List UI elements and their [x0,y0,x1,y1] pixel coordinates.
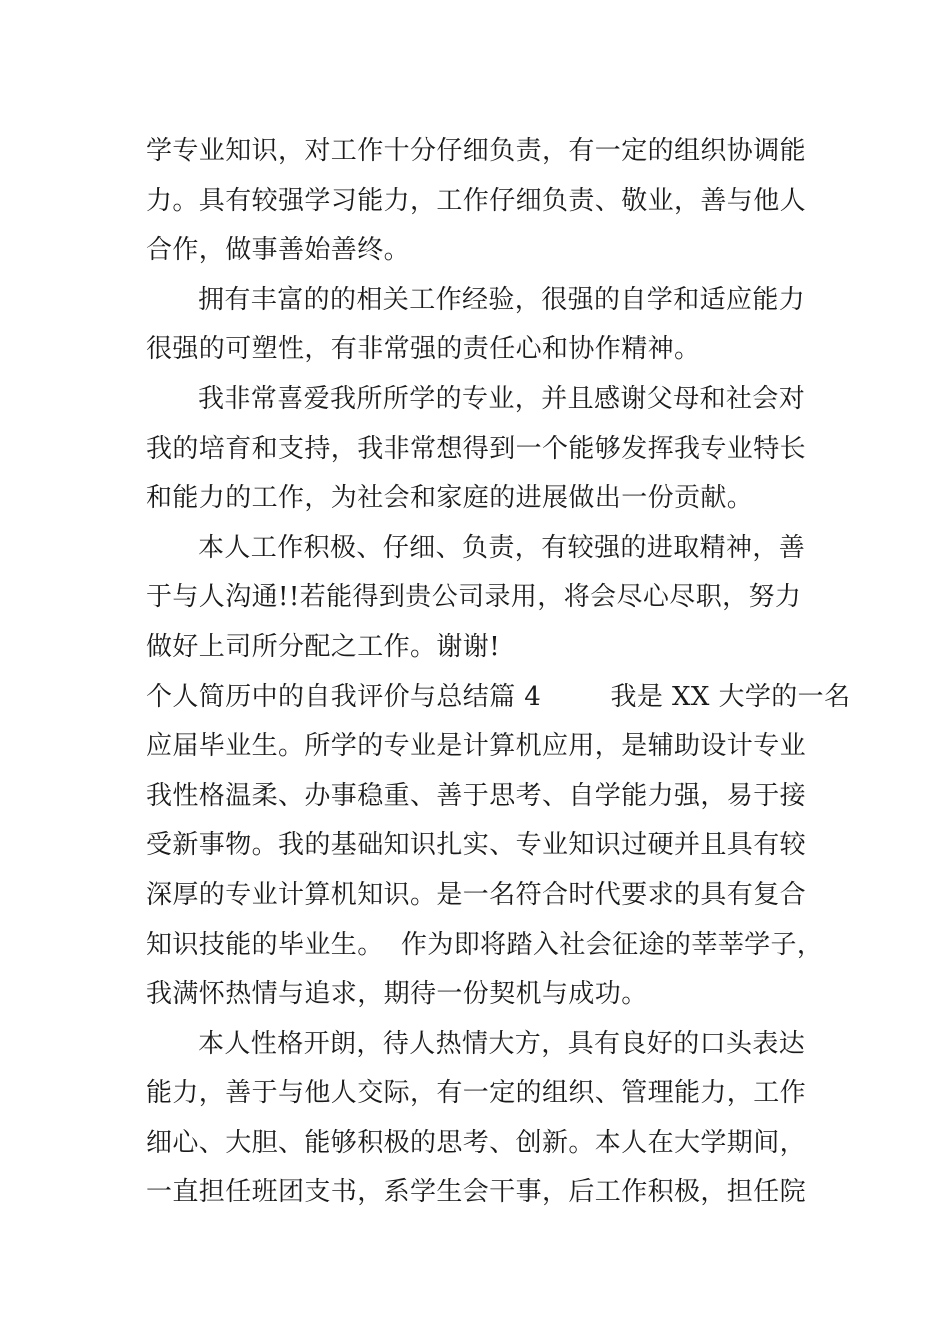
text-line: 一直担任班团支书，系学生会干事，后工作积极，担任院 [146,1177,807,1208]
text-line: 应届毕业生。所学的专业是计算机应用，是辅助设计专业 [146,731,807,762]
text-line: 我非常喜爱我所所学的专业，并且感谢父母和社会对 [198,383,806,414]
text-line: 能力，善于与他人交际，有一定的组织、管理能力，工作 [146,1078,807,1109]
text-line: 细心、大胆、能够积极的思考、创新。本人在大学期间， [146,1127,807,1158]
document-body [146,127,851,1218]
text-line: 于与人沟通!!若能得到贵公司录用，将会尽心尽职，努力 [146,582,802,613]
text-line: 拥有丰富的的相关工作经验，很强的自学和适应能力 [198,284,806,315]
text-line: 受新事物。我的基础知识扎实、专业知识过硬并且具有较 [146,830,807,861]
text-line: 力。具有较强学习能力，工作仔细负责、敬业，善与他人 [146,185,807,216]
text-line: 本人工作积极、仔细、负责，有较强的进取精神，善 [198,532,806,563]
text-line: 很强的可塑性，有非常强的责任心和协作精神。 [146,334,701,365]
text-line: 深厚的专业计算机知识。是一名符合时代要求的具有复合 [146,879,807,910]
section-heading-line: 个人简历中的自我评价与总结篇 4 我是 XX 大学的一名 [146,681,851,712]
text-line: 我满怀热情与追求，期待一份契机与成功。 [146,979,648,1010]
text-line: 知识技能的毕业生。 作为即将踏入社会征途的莘莘学子， [146,929,824,960]
text-line: 做好上司所分配之工作。谢谢! [146,631,501,662]
text-line: 我性格温柔、办事稳重、善于思考、自学能力强，易于接 [146,780,807,811]
text-line: 和能力的工作，为社会和家庭的进展做出一份贡献。 [146,483,754,514]
text-line: 合作，做事善始善终。 [146,235,411,266]
text-line: 我的培育和支持，我非常想得到一个能够发挥我专业特长 [146,433,807,464]
text-line: 学专业知识，对工作十分仔细负责，有一定的组织协调能 [146,136,807,166]
text-line: 本人性格开朗，待人热情大方，具有良好的口头表达 [198,1028,806,1059]
